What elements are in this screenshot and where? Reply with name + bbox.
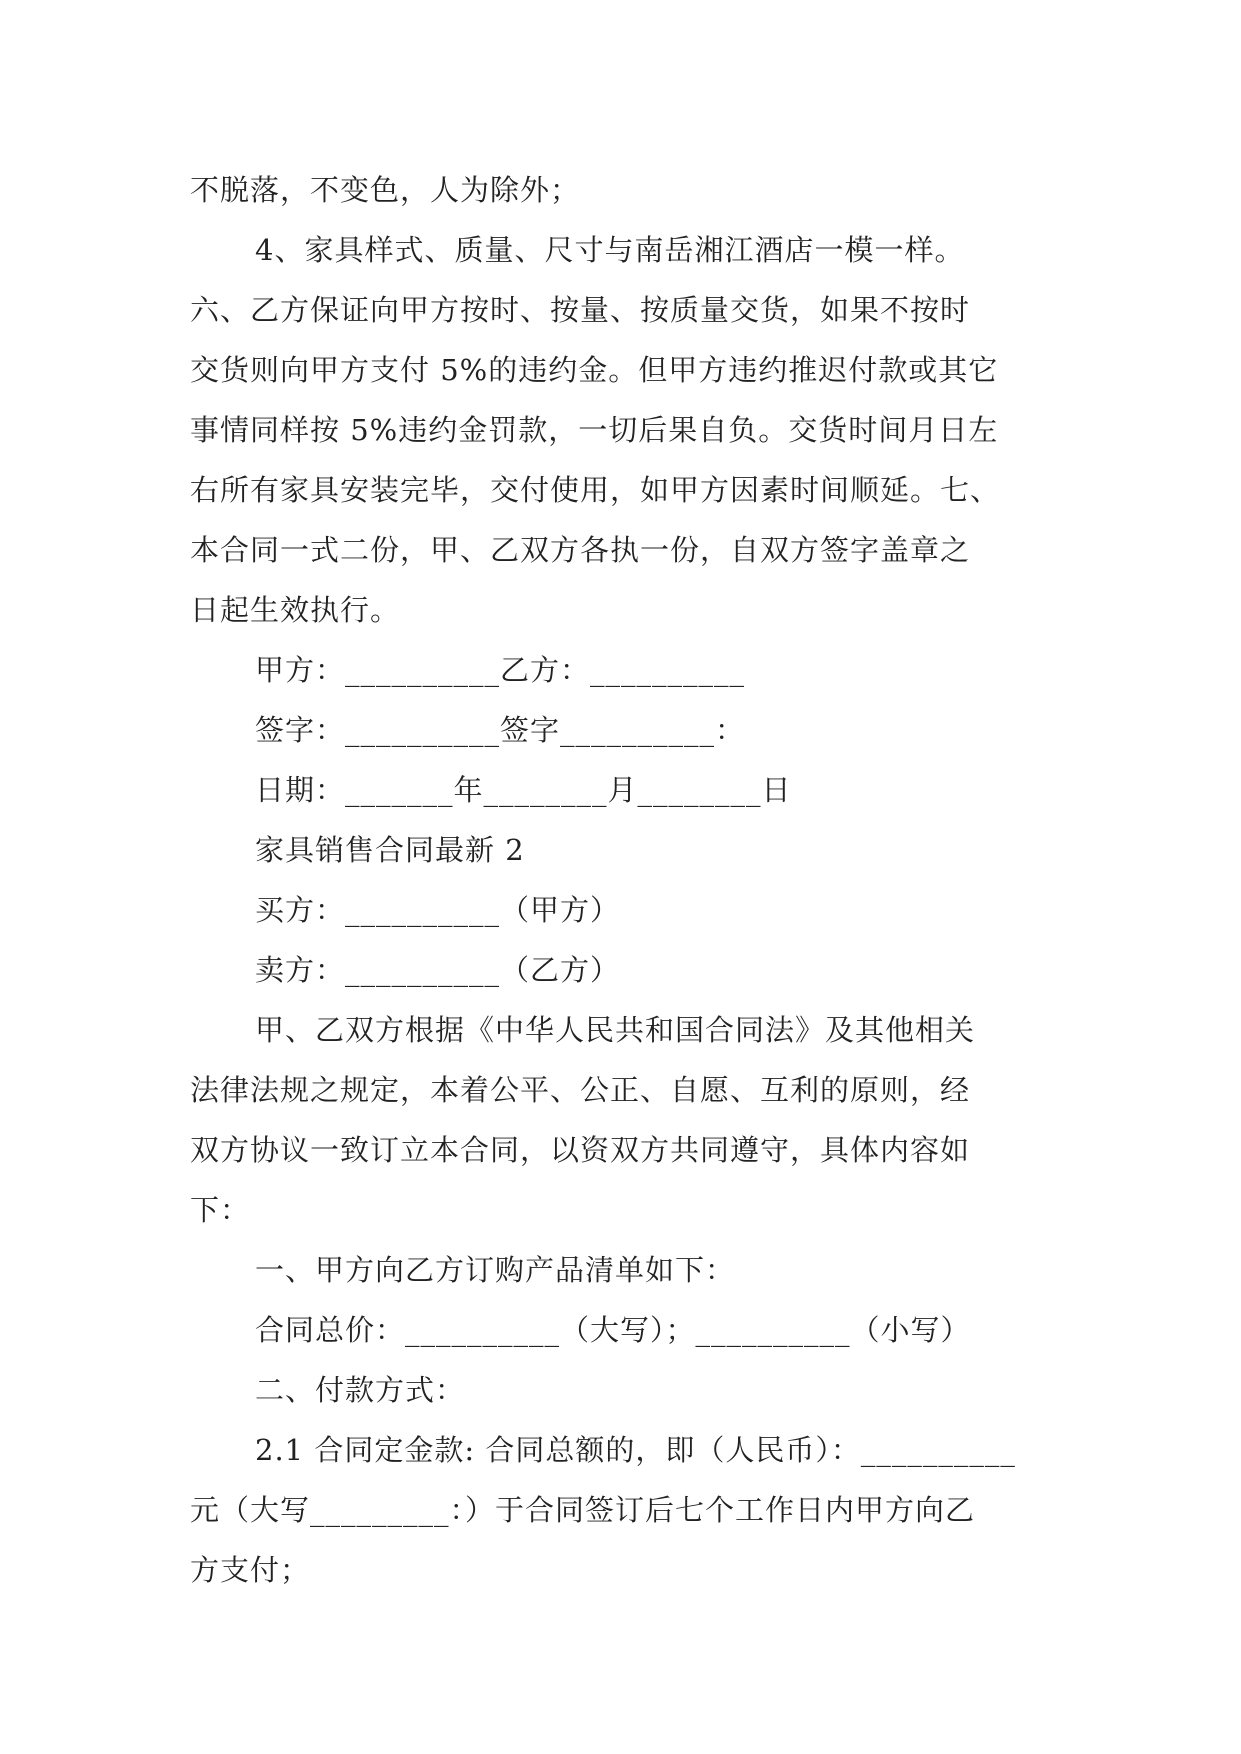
date-line: 日期：_______年________月________日 (255, 773, 792, 807)
document-body (190, 160, 1050, 1600)
clause-heading: 一、甲方向乙方订购产品清单如下： (255, 1253, 736, 1287)
text-line: 方支付； (190, 1553, 311, 1587)
seller-line: 卖方：__________（乙方） (255, 953, 621, 987)
clause-heading: 二、付款方式： (255, 1373, 466, 1407)
text-line: 双方协议一致订立本合同，以资双方共同遵守，具体内容如 (190, 1133, 971, 1167)
text-line: 交货则向甲方支付 5%的违约金。但甲方违约推迟付款或其它 (190, 353, 999, 387)
text-line: 2.1 合同定金款: 合同总额的，即（人民币）：__________ (255, 1433, 1016, 1467)
signature-line: 签字：__________签字__________： (255, 713, 746, 747)
text-line: 法律法规之规定，本着公平、公正、自愿、互利的原则，经 (190, 1073, 971, 1107)
buyer-line: 买方：__________（甲方） (255, 893, 621, 927)
text-line: 本合同一式二份，甲、乙双方各执一份，自双方签字盖章之 (190, 533, 971, 567)
total-price-line: 合同总价：__________（大写）；__________（小写） (255, 1313, 971, 1347)
text-line: 元（大写_________：）于合同签订后七个工作日内甲方向乙 (190, 1493, 976, 1527)
text-line: 下： (190, 1193, 251, 1227)
text-line: 六、乙方保证向甲方按时、按量、按质量交货，如果不按时 (190, 293, 971, 327)
section-title: 家具销售合同最新 2 (255, 833, 525, 867)
text-line: 日起生效执行。 (190, 593, 401, 627)
text-line: 不脱落，不变色，人为除外； (190, 173, 581, 207)
text-line: 4、家具样式、质量、尺寸与南岳湘江酒店一模一样。 (255, 233, 965, 267)
party-signature-line: 甲方：__________乙方：__________ (255, 653, 746, 687)
text-line: 事情同样按 5%违约金罚款，一切后果自负。交货时间月日左 (190, 413, 999, 447)
text-line: 右所有家具安装完毕，交付使用，如甲方因素时间顺延。七、 (190, 473, 1001, 507)
text-line: 甲、乙双方根据《中华人民共和国合同法》及其他相关 (255, 1013, 976, 1047)
